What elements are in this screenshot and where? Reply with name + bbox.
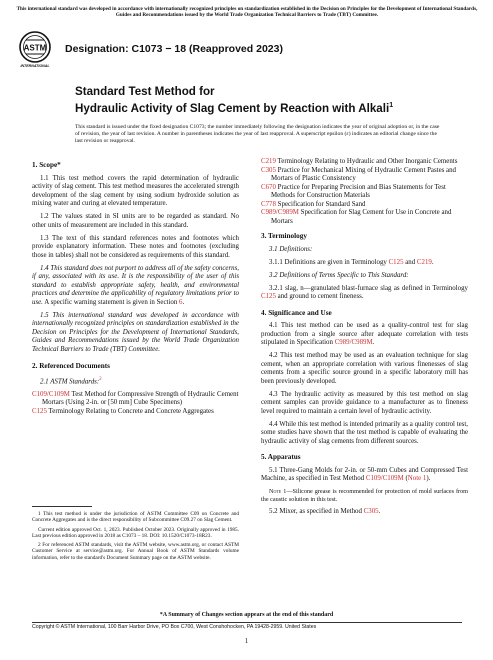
apparatus-heading: 5. Apparatus (261, 453, 301, 461)
reference-item: C125 Terminology Relating to Concrete and Concrete Aggregates (32, 407, 214, 415)
para-5-1: 5.1 Three-Gang Molds for 2-in. or 50-mm Cubes and Compressed Test Machine, as specified in Test Method C109/C109M (Note 1). (261, 466, 468, 482)
right-column (261, 158, 468, 521)
terminology-heading: 3. Terminology (261, 232, 307, 240)
reference-item: C305 Practice for Mechanical Mixing of Hydraulic Cement Pastes and Mortars of Plastic Consistency (261, 166, 456, 182)
svg-text:ASTM: ASTM (23, 43, 47, 53)
para-1-2: 1.2 The values stated in SI units are to be regarded as standard. No other units of measurement are included in this standard. (32, 213, 239, 229)
para-5-2: 5.2 Mixer, as specified in Method C305. (269, 507, 381, 515)
reference-item: C670 Practice for Preparing Precision and Bias Statements for Test Methods for Construction Materials (261, 183, 446, 199)
wto-notice: This international standard was developed in accordance with internationally recognized principles on standardization established in the Decision on Principles for the Development of International Standards, Guides and Recommendations issued by the World Trade Organization Technical Barriers to Trade (TBT) Committee. (16, 6, 478, 19)
standard-note: This standard is issued under the fixed designation C1073; the number immediately following the designation indicates the year of original adoption or, in the case of revision, the year of last revision. A number in parentheses indicates the year of last reapproval. A superscript epsilon (ε) indicates an editorial change since the last revision or reapproval. (75, 124, 440, 144)
para-1-4: 1.4 This standard does not purport to address all of the safety concerns, if any, associated with its use. It is the responsibility of the user of this standard to establish appropriate safety, health, and environmental practices and determine the applicability of regulatory limitations prior to use. A specific warning statement is given in Section 6. (32, 264, 239, 306)
para-4-4: 4.4 While this test method is intended primarily as a quality control test, some studies have shown that the test method is capable of evaluating the hydraulic activity of slag cements from different sources. (261, 420, 468, 445)
reference-link[interactable]: C305 (363, 507, 379, 515)
reference-item: C989/C989M Specification for Slag Cement for Use in Concrete and Mortars (261, 209, 452, 225)
footnote-1-edition: Current edition approved Oct. 1, 2023. Published October 2023. Originally approved in 1985. Last previous edition approved in 2018 as C1073 – 18. DOI: 10.1520/C1073-18R23. (32, 526, 239, 539)
reference-list-right (261, 158, 468, 226)
title-line-2: Hydraulic Activity of Slag Cement by Reaction with Alkali$^1$ (75, 101, 394, 115)
reference-link[interactable]: C125 (261, 293, 276, 300)
reference-link[interactable]: C670 (261, 183, 276, 191)
reference-link[interactable]: C109/C109M (365, 475, 404, 482)
footnote-divider (32, 506, 92, 507)
footnotes (32, 511, 239, 564)
bottom-divider (32, 622, 462, 623)
para-4-3: 4.3 The hydraulic activity as measured by this test method on slag cement samples can provide guidance to a manufacturer as to fineness level required to maintain a certain level of hydraulic activity. (261, 390, 468, 415)
footnote-2-link[interactable]: 2 (99, 376, 102, 382)
page-title (75, 85, 455, 115)
note-1-link[interactable]: Note 1 (407, 475, 427, 482)
reference-item: C778 Specification for Standard Sand (261, 200, 366, 208)
logo-text: INTERNATIONAL (20, 64, 50, 68)
reference-link[interactable]: C989/C989M (334, 339, 373, 346)
para-3-1: 3.1 Definitions: (269, 245, 313, 253)
copyright-line: Copyright © ASTM International, 100 Barr Harbor Drive, PO Box C700, West Conshohocken, PA 19428-2959. United States (32, 624, 317, 630)
reference-item: C219 Terminology Relating to Hydraulic and Other Inorganic Cements (261, 158, 458, 165)
title-line-1: Standard Test Method for (75, 85, 215, 98)
para-4-2: 4.2 This test method may be used as an evaluation technique for slag cement, when an appropriate correlation with various finenesses of slag cements from a specific source ground in a specific laboratory mill has been previously developed. (261, 352, 468, 385)
astm-standards-label: 2.1 ASTM Standards:$^2$ (40, 376, 102, 385)
para-3-1-1: 3.1.1 Definitions are given in Terminology C125 and C219. (269, 258, 434, 266)
significance-heading: 4. Significance and Use (261, 308, 332, 317)
reference-link[interactable]: C778 (261, 200, 276, 208)
reference-link[interactable]: C125 (388, 258, 404, 266)
reference-link[interactable]: C109/C109M (32, 390, 70, 398)
footnote-2: 2 For referenced ASTM standards, visit the ASTM website, www.astm.org, or contact ASTM Customer Service at service@astm.org. For Annual Book of ASTM Standards volume information, refer to the standard's Document Summary page on the ASTM website. (32, 542, 239, 561)
astm-logo (18, 30, 52, 74)
summary-of-changes-note: *A Summary of Changes section appears at the end of this standard (159, 612, 334, 618)
designation: Designation: C1073 − 18 (Reapproved 2023) (65, 43, 283, 55)
reference-link[interactable]: C305 (261, 166, 276, 174)
left-column (32, 161, 239, 417)
reference-link[interactable]: C125 (32, 407, 47, 415)
referenced-documents-heading: 2. Referenced Documents (32, 362, 110, 370)
para-3-2-1: 3.2.1 slag, n—granulated blast-furnace slag as defined in Terminology C125 and ground to cement fineness. (261, 284, 468, 300)
para-1-5: 1.5 This international standard was developed in accordance with internationally recognized principles on standardization established in the Decision on Principles for the Development of International Standards, Guides and Recommendations issued by the World Trade Organization Technical Barriers to Trade (TBT) Committee. (32, 311, 239, 353)
para-1-3: 1.3 The text of this standard references notes and footnotes which provide explanatory information. These notes and footnotes (excluding those in tables) shall not be considered as requirements of this standard. (32, 234, 239, 259)
para-4-1: 4.1 This test method can be used as a quality-control test for slag production from a single source after adequate correlation with tests stipulated in Specification C989/C989M. (261, 322, 468, 346)
reference-link[interactable]: C219 (416, 258, 432, 266)
reference-list-left (32, 391, 239, 417)
para-3-2: 3.2 Definitions of Terms Specific to This Standard: (269, 271, 409, 279)
reference-link[interactable]: C989/C989M (261, 209, 299, 216)
footnote-1: 1 This test method is under the jurisdiction of ASTM Committee C09 on Concrete and Concrete Aggregates and is the direct responsibility of Subcommittee C09.27 on Slag Cement. (32, 511, 239, 524)
section-6-link[interactable]: 6 (178, 298, 183, 306)
reference-link[interactable]: C219 (261, 158, 276, 165)
reference-item: C109/C109M Test Method for Compressive Strength of Hydraulic Cement Mortars (Using 2-in. or [50 mm] Cube Specimens) (32, 390, 239, 407)
para-1-1: 1.1 This test method covers the rapid determination of hydraulic activity of slag cement. This test method measures the accelerated strength development of the slag cement by using sodium hydroxide solution as mixing water and curing at elevated temperature. (32, 174, 239, 207)
note-1: Note 1—Silicone grease is recommended for protection of mold surfaces from the caustic solution in this test. (261, 488, 468, 503)
page-number: 1 (244, 638, 249, 645)
title-footnote-link[interactable]: 1 (389, 101, 394, 109)
scope-heading: 1. Scope* (32, 161, 61, 169)
